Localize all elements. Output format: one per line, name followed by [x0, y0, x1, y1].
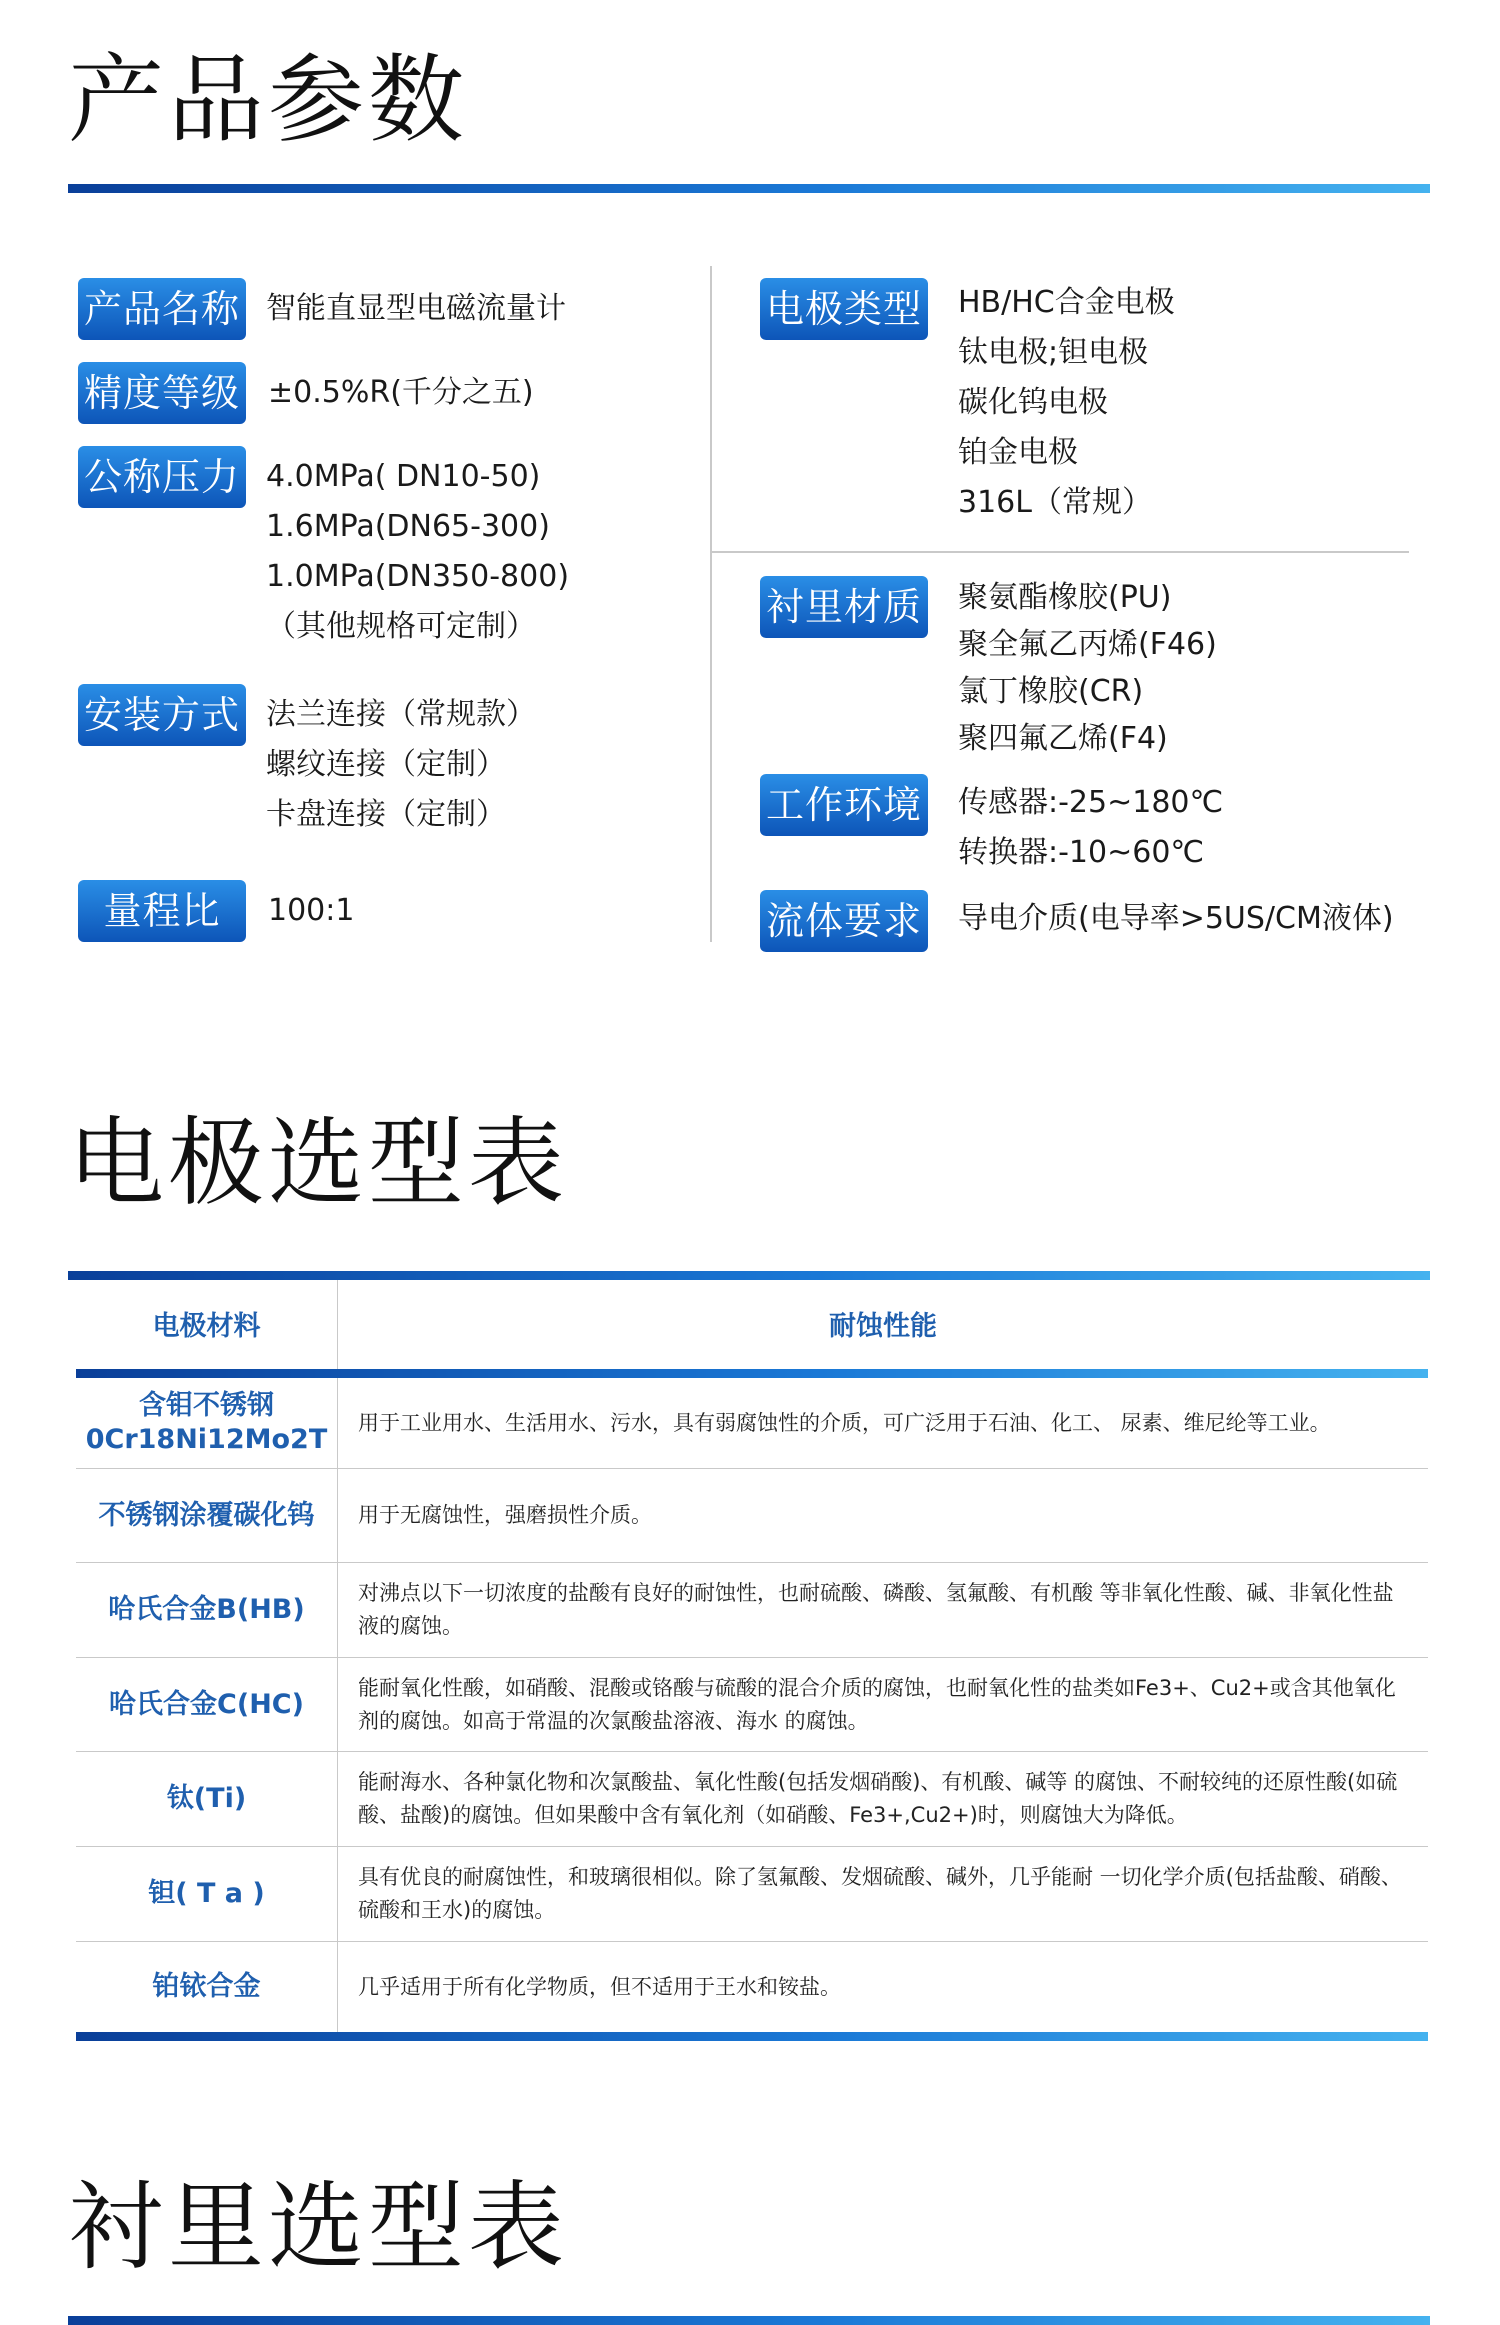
- param-badge: 产品名称: [78, 278, 246, 340]
- table-row: [76, 1658, 1428, 1752]
- param-value: 传感器:-25~180℃: [958, 785, 1224, 820]
- lining-title-bar: [68, 2316, 1430, 2325]
- table-header-corrosion: 耐蚀性能: [829, 1311, 937, 1342]
- params-title-bar: [68, 184, 1430, 193]
- table-cell-description: 能耐氧化性酸，如硝酸、混酸或铬酸与硫酸的混合介质的腐蚀，也耐氧化性的盐类如Fe3+、Cu2+或含其他氧化剂的腐蚀。如高于常温的次氯酸盐溶液、海水 的腐蚀。: [358, 1675, 1396, 1733]
- param-value: 智能直显型电磁流量计: [266, 291, 566, 326]
- table-cell-description: 具有优良的耐腐蚀性，和玻璃很相似。除了氢氟酸、发烟硫酸、碱外，几乎能耐 一切化学介质(包括盐酸、硝酸、硫酸和王水)的腐蚀。: [358, 1865, 1402, 1922]
- table-row: [76, 1378, 1428, 1469]
- params-column-divider: [710, 266, 712, 942]
- param-value: 法兰连接（常规款）: [266, 697, 536, 732]
- param-value: 1.6MPa(DN65-300): [266, 509, 550, 544]
- param-value: 碳化钨电极: [958, 385, 1108, 420]
- param-value: 聚四氟乙烯(F4): [958, 721, 1168, 756]
- param-value: 转换器:-10~60℃: [958, 835, 1205, 870]
- electrode-title-bar: [68, 1271, 1430, 1280]
- param-value: 卡盘连接（定制）: [266, 797, 506, 832]
- table-cell-material: 钛(Ti): [166, 1783, 247, 1814]
- table-cell-description: 用于工业用水、生活用水、污水，具有弱腐蚀性的介质，可广泛用于石油、化工、 尿素、维尼纶等工业。: [358, 1410, 1331, 1435]
- param-value: 导电介质(电导率>5US/CM液体): [958, 901, 1394, 936]
- param-value: 聚全氟乙丙烯(F46): [958, 627, 1217, 662]
- table-cell-material: 哈氏合金B(HB): [108, 1594, 305, 1625]
- param-badge: 公称压力: [78, 446, 246, 508]
- param-value: 钛电极;钽电极: [958, 335, 1149, 370]
- param-badge: 衬里材质: [760, 576, 928, 638]
- table-bottom-bar: [76, 2032, 1428, 2041]
- lining-section-title: 衬里选型表: [68, 2171, 568, 2283]
- electrode-section-title: 电极选型表: [68, 1107, 568, 1219]
- table-cell-description: 用于无腐蚀性，强磨损性介质。: [358, 1503, 652, 1527]
- table-cell-material: 哈氏合金C(HC): [109, 1688, 304, 1720]
- electrode-table: [76, 1280, 1428, 2040]
- table-cell-material: 不锈钢涂覆碳化钨: [98, 1499, 315, 1531]
- param-value: 螺纹连接（定制）: [266, 747, 506, 782]
- param-badge: 流体要求: [760, 890, 928, 952]
- table-cell-description: 几乎适用于所有化学物质，但不适用于王水和铵盐。: [358, 1974, 841, 1999]
- param-value: 1.0MPa(DN350-800): [266, 559, 570, 594]
- table-row: [76, 1942, 1428, 2032]
- param-value: HB/HC合金电极: [958, 285, 1175, 320]
- table-row: [76, 1847, 1428, 1942]
- param-badge: 电极类型: [760, 278, 928, 340]
- param-value: ±0.5%R(千分之五): [268, 375, 534, 410]
- table-cell-description: 对沸点以下一切浓度的盐酸有良好的耐蚀性，也耐硫酸、磷酸、氢氟酸、有机酸 等非氧化性酸、碱、非氧化性盐液的腐蚀。: [358, 1581, 1394, 1638]
- param-value: 聚氨酯橡胶(PU): [958, 580, 1172, 615]
- param-value: 316L（常规）: [958, 485, 1152, 520]
- table-cell-material: [76, 1378, 337, 1468]
- param-badge: 精度等级: [78, 362, 246, 424]
- table-row: [76, 1563, 1428, 1658]
- table-cell-material: 铂铱合金: [152, 1971, 261, 2002]
- table-header-bar: [76, 1369, 1428, 1378]
- table-cell-description: 能耐海水、各种氯化物和次氯酸盐、氧化性酸(包括发烟硝酸)、有机酸、碱等 的腐蚀、不耐较纯的还原性酸(如硫酸、盐酸)的腐蚀。但如果酸中含有氧化剂（如硝酸、Fe3+,Cu2+)时，则腐蚀大为降低。: [358, 1770, 1398, 1827]
- param-badge: 安装方式: [78, 684, 246, 746]
- param-value: 4.0MPa( DN10-50): [266, 459, 541, 494]
- param-value: 氯丁橡胶(CR): [958, 674, 1144, 709]
- param-badge: 量程比: [78, 880, 246, 942]
- table-row: [76, 1469, 1428, 1563]
- param-value: 100:1: [268, 893, 355, 928]
- table-row: [76, 1752, 1428, 1847]
- table-header-material: 电极材料: [152, 1311, 261, 1342]
- material-name: 含钼不锈钢 0Cr18Ni12Mo2T: [85, 1390, 328, 1455]
- table-header-row: [76, 1280, 1428, 1374]
- params-section-title: 产品参数: [68, 44, 468, 156]
- param-value: （其他规格可定制）: [266, 609, 536, 644]
- param-badge: 工作环境: [760, 774, 928, 836]
- table-cell-material: 钽( T a ): [148, 1878, 265, 1909]
- param-value: 铂金电极: [958, 435, 1078, 470]
- params-right-divider: [712, 551, 1409, 553]
